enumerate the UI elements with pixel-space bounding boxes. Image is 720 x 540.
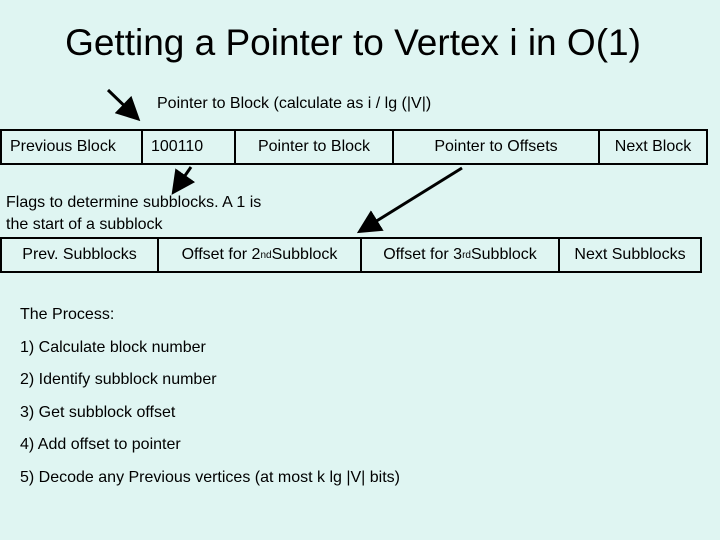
process-step-3: 3) Get subblock offset [20,403,176,421]
slide-title: Getting a Pointer to Vertex i in O(1) [65,22,641,63]
process-step-5: 5) Decode any Previous vertices (at most k lg |V| bits) [20,468,401,486]
pointer-to-offsets-cell: Pointer to Offsets [394,131,600,163]
flags-note-line-1: Flags to determine subblocks. A 1 is [6,194,262,211]
arrow-to-pointer-to-block [108,90,136,117]
arrow-to-offset-subblock [362,168,462,230]
flags-cell: 100110 [143,131,236,163]
pointer-to-block-cell: Pointer to Block [236,131,394,163]
offset-2nd-superscript: nd [260,249,272,261]
pointer-to-block-label: Pointer to Block (calculate as i / lg (|V|) [157,95,432,112]
next-block-cell: Next Block [614,138,692,155]
offset-2nd-label: Offset for 2 [181,246,261,263]
process-step-4: 4) Add offset to pointer [20,436,181,453]
arrow-to-flags-note [175,167,191,190]
offset-3rd-superscript: rd [462,249,471,261]
process-heading: The Process: [20,306,115,323]
offset-3rd-label: Offset for 3 [383,246,463,263]
offset-3rd-suffix: Subblock [470,246,537,263]
process-step-1: 1) Calculate block number [20,338,206,356]
prev-subblocks-cell: Prev. Subblocks [2,239,159,271]
previous-block-cell: Previous Block [2,131,143,163]
process-step-2: 2) Identify subblock number [20,371,217,388]
offset-2nd-suffix: Subblock [271,246,338,263]
flags-note-line-2: the start of a subblock [6,216,163,233]
next-subblocks-cell: Next Subblocks [574,246,686,263]
